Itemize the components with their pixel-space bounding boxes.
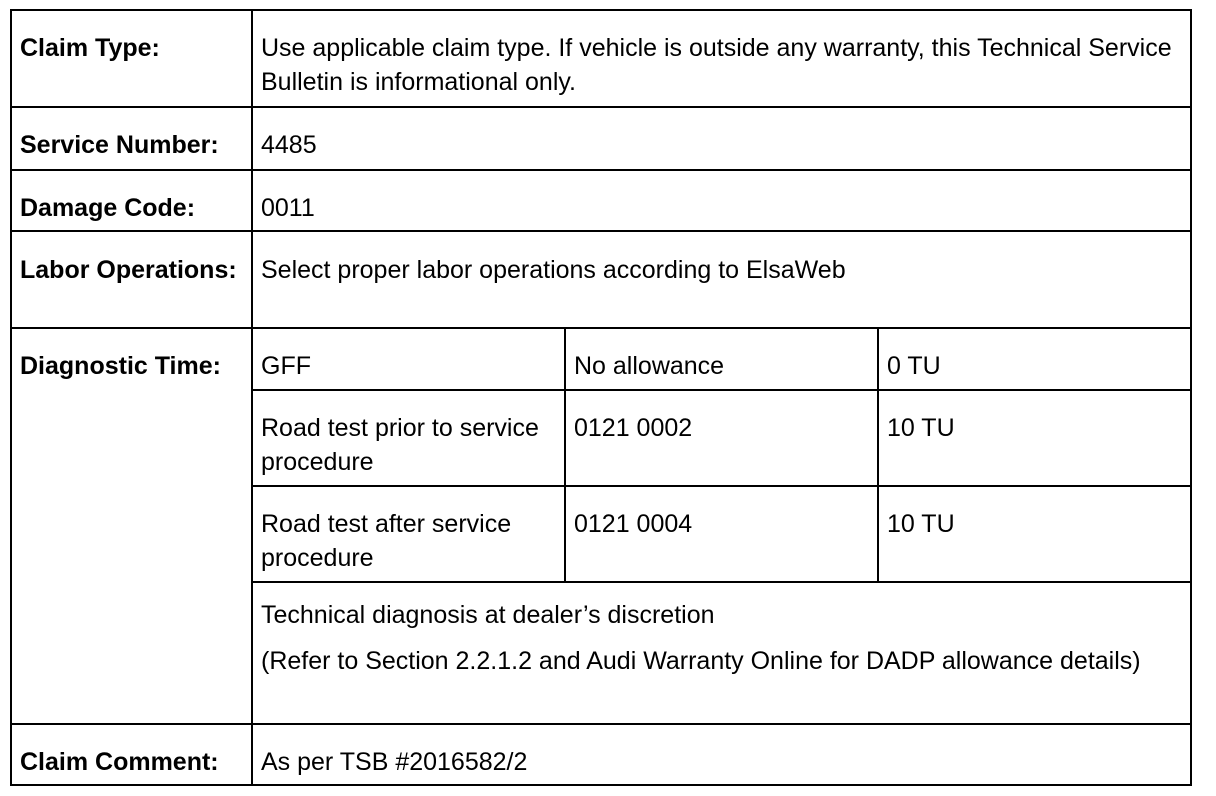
claim-comment-label: Claim Comment: (11, 724, 252, 785)
diagnostic-note-line1: Technical diagnosis at dealer’s discretion (261, 601, 715, 629)
claim-info-table (10, 9, 1192, 786)
diagnostic-code: 0121 0002 (565, 390, 878, 486)
diagnostic-time-units: 10 TU (878, 486, 1191, 582)
claim-comment-row (11, 724, 1191, 785)
diagnostic-note-line2: (Refer to Section 2.2.1.2 and Audi Warranty Online for DADP allowance details) (261, 647, 1141, 675)
diagnostic-description: Road test after service procedure (252, 486, 565, 582)
service-number-value: 4485 (252, 107, 1191, 170)
damage-code-row (11, 170, 1191, 231)
damage-code-label: Damage Code: (11, 170, 252, 231)
diagnostic-time-units: 10 TU (878, 390, 1191, 486)
labor-operations-value: Select proper labor operations according to ElsaWeb (252, 231, 1191, 328)
service-number-row (11, 107, 1191, 170)
labor-operations-row (11, 231, 1191, 328)
diagnostic-time-units: 0 TU (878, 328, 1191, 390)
damage-code-value: 0011 (252, 170, 1191, 231)
diagnostic-note (252, 582, 1191, 724)
claim-type-label: Claim Type: (11, 10, 252, 107)
diagnostic-row-gff (11, 328, 1191, 390)
diagnostic-description: Road test prior to service procedure (252, 390, 565, 486)
diagnostic-code: No allowance (565, 328, 878, 390)
labor-operations-label: Labor Operations: (11, 231, 252, 328)
service-number-label: Service Number: (11, 107, 252, 170)
diagnostic-code: 0121 0004 (565, 486, 878, 582)
claim-comment-value: As per TSB #2016582/2 (252, 724, 1191, 785)
claim-type-row (11, 10, 1191, 107)
diagnostic-description: GFF (252, 328, 565, 390)
diagnostic-time-label: Diagnostic Time: (11, 328, 252, 724)
claim-type-value: Use applicable claim type. If vehicle is outside any warranty, this Technical Service Bulletin is informational only. (252, 10, 1191, 107)
